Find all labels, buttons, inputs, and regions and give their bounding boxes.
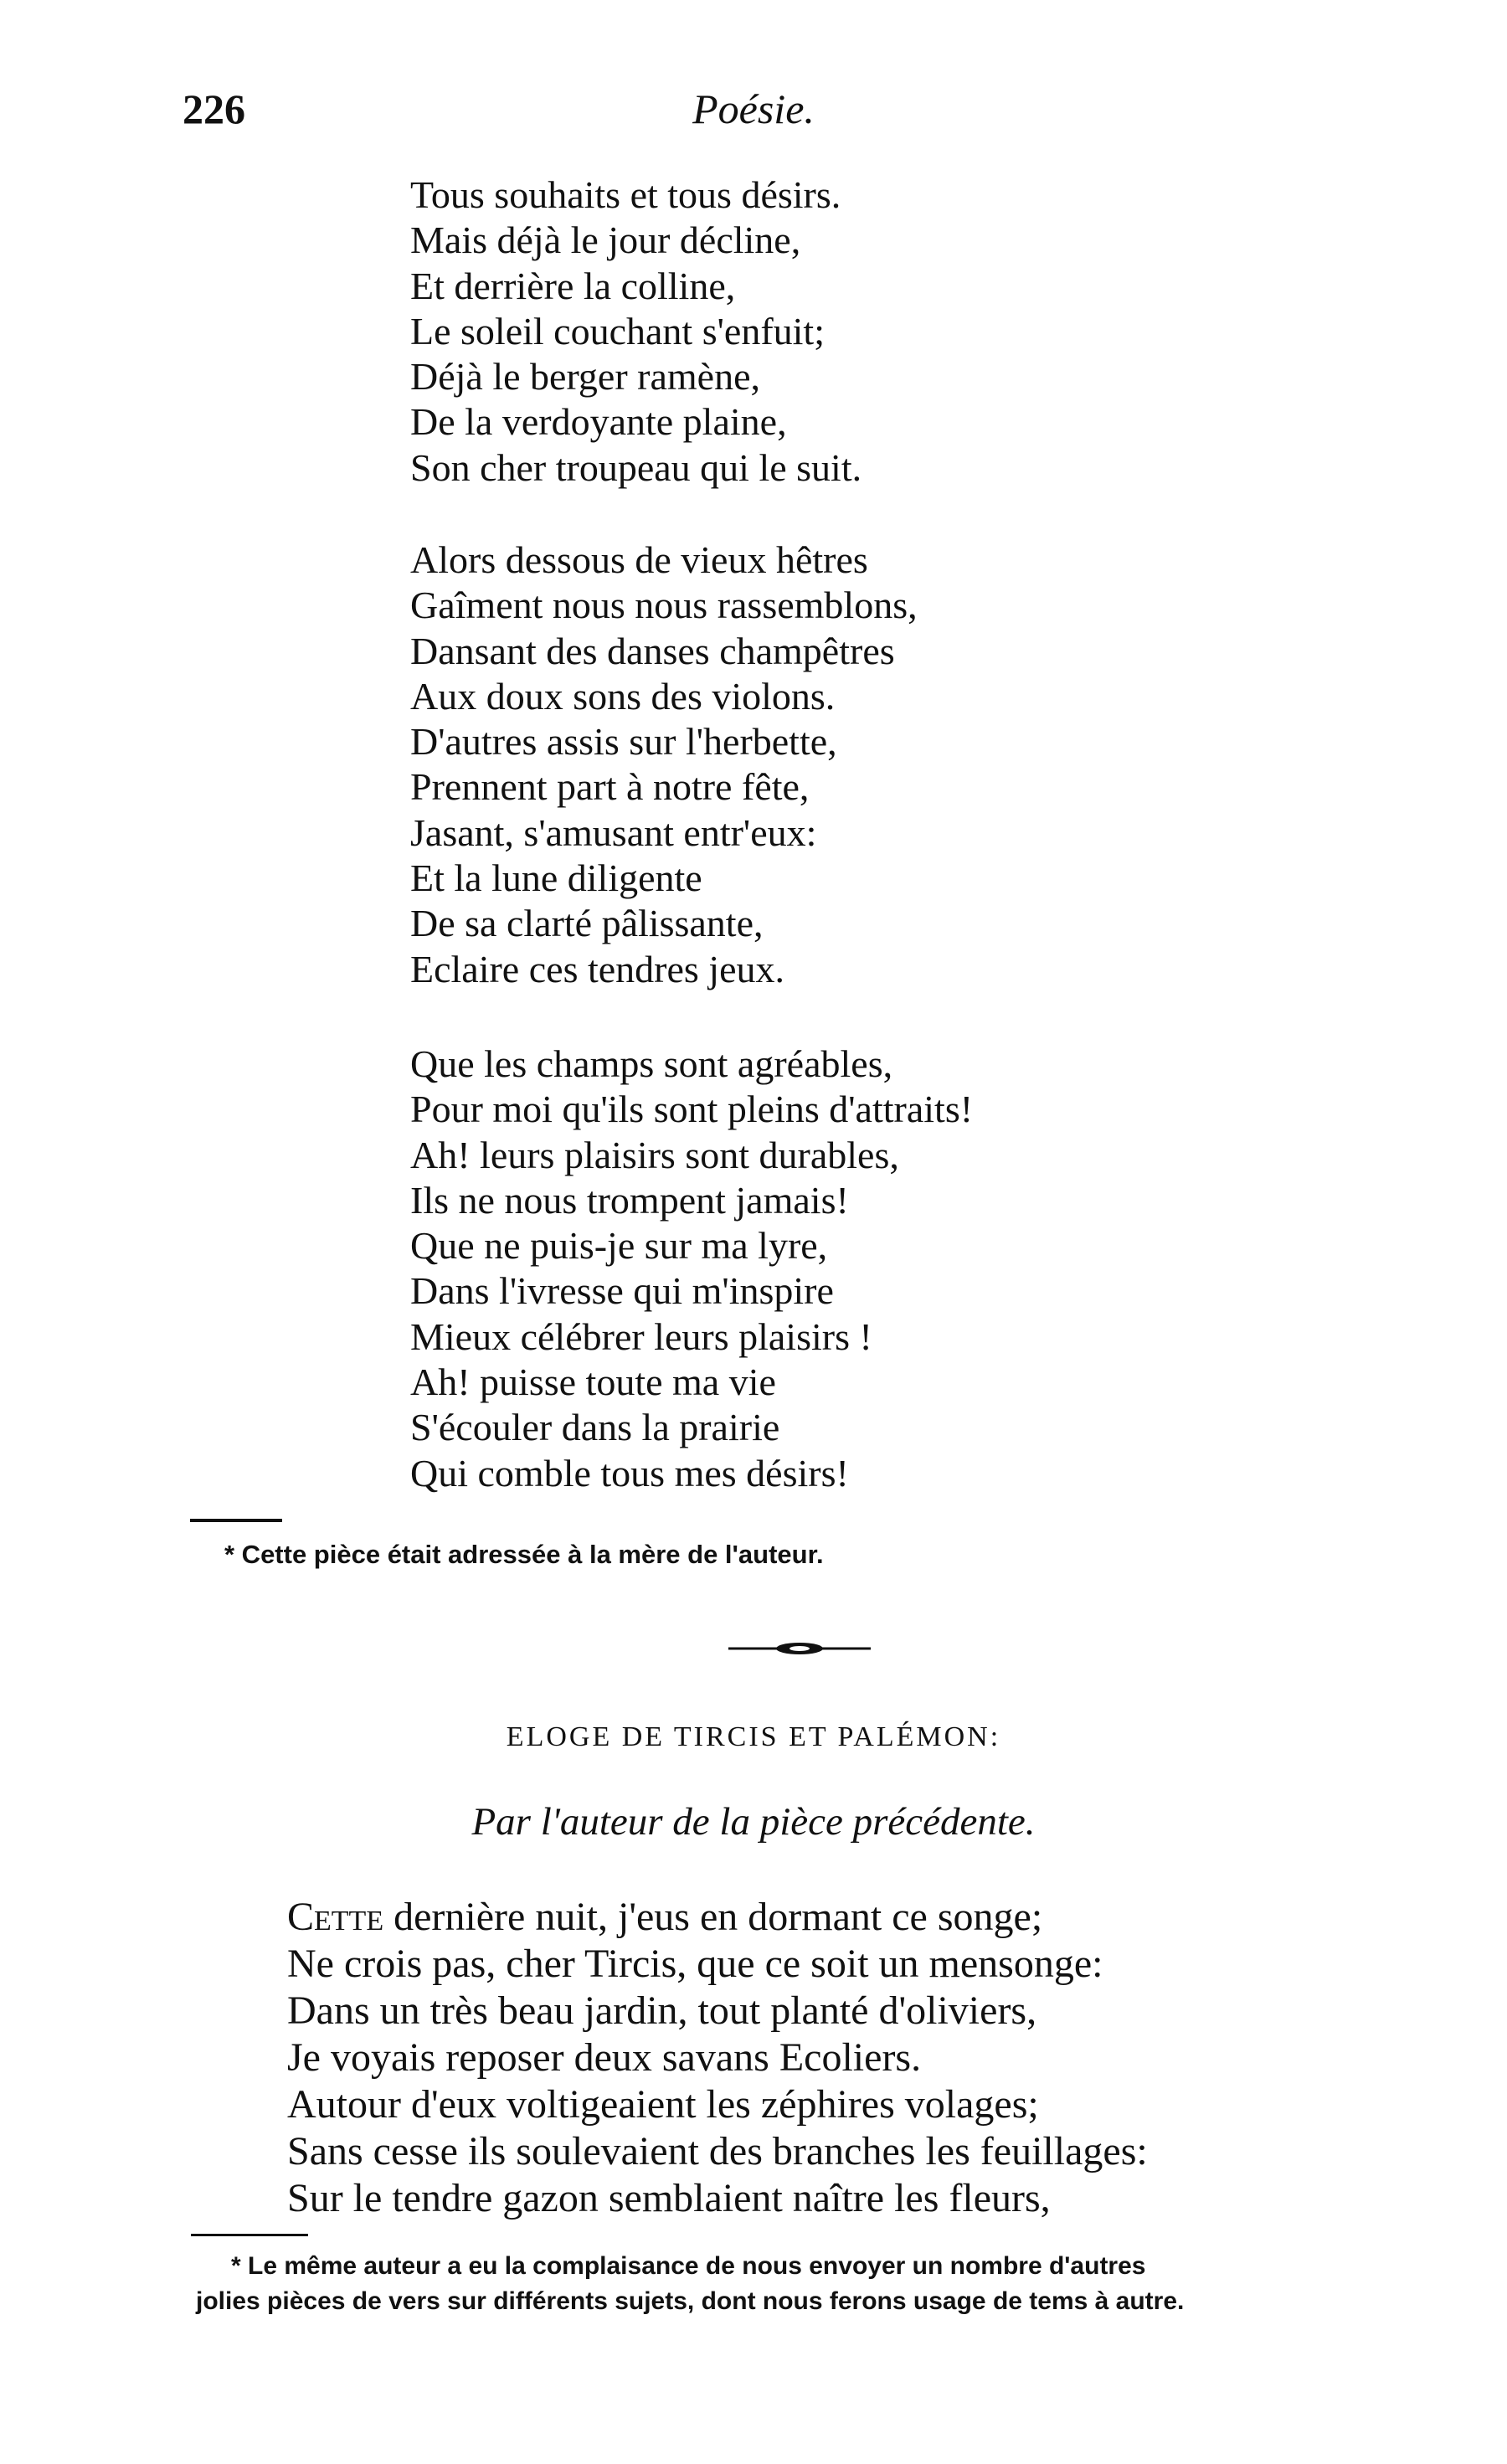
- verse-line: Mais déjà le jour décline,: [410, 219, 801, 262]
- verse-line: Aux doux sons des violons.: [410, 674, 836, 718]
- verse-line: Mieux célébrer leurs plaisirs !: [410, 1314, 872, 1358]
- verse-line: S'écouler dans la prairie: [410, 1406, 780, 1449]
- verse-line: D'autres assis sur l'herbette,: [410, 720, 837, 764]
- verse-line: Le soleil couchant s'enfuit;: [410, 309, 825, 352]
- verse-line: Sans cesse ils soulevaient des branches les feuillages:: [287, 2129, 1148, 2173]
- poem-stanza-1: [410, 172, 862, 491]
- poem-stanza-3: [410, 1042, 973, 1496]
- verse-line: Dansant des danses champêtres: [410, 629, 895, 672]
- first-line-text: dernière nuit, j'eus en dormant ce songe;: [383, 1895, 1043, 1939]
- verse-line: Eclaire ces tendres jeux.: [410, 947, 784, 990]
- verse-line: Gaîment nous nous rassemblons,: [410, 584, 918, 627]
- verse-line: Dans un très beau jardin, tout planté d'oliviers,: [287, 1988, 1037, 2033]
- verse-line: De sa clarté pâlissante,: [410, 902, 764, 945]
- verse-line: Son cher troupeau qui le suit.: [410, 445, 862, 489]
- section-ornament-icon: [728, 1636, 871, 1661]
- poem-title: ELOGE DE TIRCIS ET PALÉMON:: [506, 1721, 1001, 1752]
- page-number: 226: [183, 85, 245, 132]
- verse-line: Ah! puisse toute ma vie: [410, 1361, 776, 1404]
- verse-line: De la verdoyante plaine,: [410, 400, 787, 444]
- footnote-2-line-1: * Le même auteur a eu la complaisance de nous envoyer un nombre d'autres: [231, 2252, 1146, 2280]
- verse-line: Alors dessous de vieux hêtres: [410, 538, 868, 581]
- verse-line: Pour moi qu'ils sont pleins d'attraits!: [410, 1088, 974, 1131]
- verse-line: Et derrière la colline,: [410, 264, 736, 307]
- footnote-rule: [191, 2234, 308, 2236]
- verse-line: Ah! leurs plaisirs sont durables,: [410, 1133, 899, 1176]
- verse-line: Jasant, s'amusant entr'eux:: [410, 810, 817, 854]
- verse-line: Qui comble tous mes désirs!: [410, 1451, 849, 1494]
- verse-line: Prennent part à notre fête,: [410, 765, 810, 809]
- verse-line: Que ne puis-je sur ma lyre,: [410, 1224, 828, 1268]
- lead-word: Cette: [287, 1895, 384, 1939]
- poem-2-verses: [287, 1894, 1148, 2222]
- verse-line: Dans l'ivresse qui m'inspire: [410, 1269, 834, 1313]
- verse-line: Déjà le berger ramène,: [410, 355, 761, 399]
- verse-line-first: [287, 1894, 1148, 1941]
- verse-line: Que les champs sont agréables,: [410, 1042, 893, 1085]
- verse-line: Je voyais reposer deux savans Ecoliers.: [287, 2035, 922, 2080]
- verse-line: Tous souhaits et tous désirs.: [410, 173, 841, 216]
- running-title: Poésie.: [692, 85, 815, 132]
- verse-line: Autour d'eux voltigeaient les zéphires volages;: [287, 2082, 1039, 2127]
- poem-stanza-2: [410, 538, 918, 992]
- footnote-rule: [190, 1519, 282, 1522]
- footnote-2-line-2: jolies pièces de vers sur différents sujets, dont nous ferons usage de tems à autre.: [196, 2287, 1185, 2315]
- poem-byline: Par l'auteur de la pièce précédente.: [471, 1800, 1036, 1844]
- verse-line: Ils ne nous trompent jamais!: [410, 1178, 849, 1222]
- verse-line: Et la lune diligente: [410, 856, 702, 900]
- verse-line: Ne crois pas, cher Tircis, que ce soit un mensonge:: [287, 1942, 1103, 1986]
- verse-line: Sur le tendre gazon semblaient naître les fleurs,: [287, 2176, 1051, 2220]
- footnote-1: * Cette pièce était adressée à la mère de l'auteur.: [224, 1540, 824, 1569]
